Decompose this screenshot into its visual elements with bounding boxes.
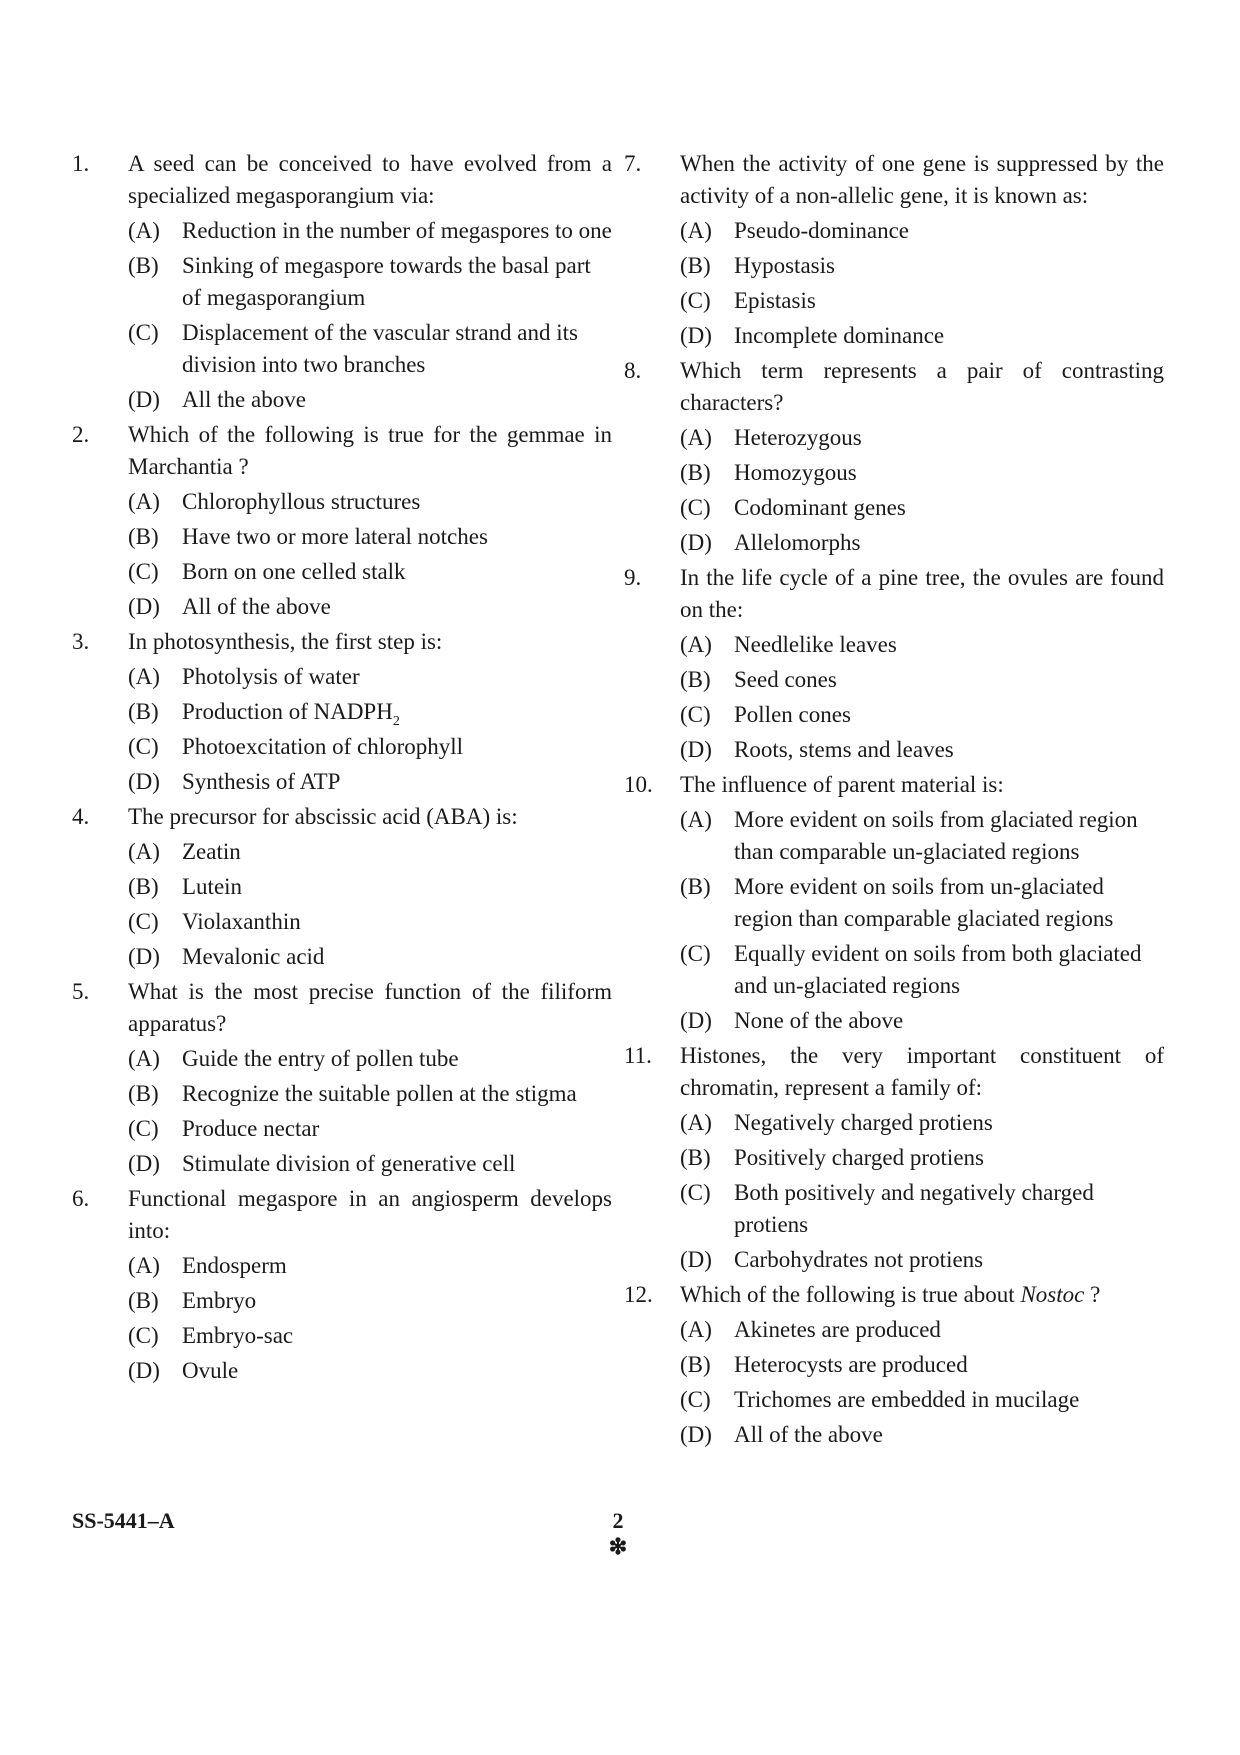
option-text <box>734 527 1164 559</box>
option-label: (A) <box>128 218 160 243</box>
answer-option <box>680 1384 1164 1416</box>
option-text <box>182 731 612 763</box>
answer-option <box>128 1250 612 1282</box>
option-text <box>734 250 1164 282</box>
option-text <box>182 1113 612 1145</box>
question-text-main: Which term represents a pair of contrasting characters? <box>680 358 1164 415</box>
answer-option <box>680 422 1164 454</box>
answer-option <box>128 384 612 416</box>
option-text-main: Lutein <box>182 874 243 899</box>
option-text-main: Zeatin <box>182 839 241 864</box>
option-text <box>182 1148 612 1180</box>
question-item <box>72 1183 612 1387</box>
paper-code: SS-5441–A <box>72 1508 175 1533</box>
answer-option <box>680 285 1164 317</box>
option-label: (C) <box>128 909 159 934</box>
option-label: (B) <box>680 460 711 485</box>
question-text-main: The influence of parent material is: <box>680 772 1004 797</box>
option-text <box>182 836 612 868</box>
answer-option <box>128 1148 612 1180</box>
option-label: (B) <box>128 1081 159 1106</box>
option-label: (C) <box>128 320 159 345</box>
option-label: (C) <box>128 1116 159 1141</box>
option-label: (D) <box>680 1247 712 1272</box>
option-label: (A) <box>680 1110 712 1135</box>
option-label: (D) <box>128 769 160 794</box>
question-text-main: In photosynthesis, the first step is: <box>128 629 443 654</box>
option-text-main: More evident on soils from un-glaciated region than comparable glaciated regions <box>734 874 1114 931</box>
answer-option <box>680 629 1164 661</box>
option-label: (C) <box>128 1323 159 1348</box>
answer-option <box>128 1355 612 1387</box>
question-item <box>72 626 612 798</box>
answer-option <box>128 1113 612 1145</box>
option-text-main: Embryo <box>182 1288 257 1313</box>
answer-option <box>128 486 612 518</box>
answer-option <box>680 871 1164 935</box>
option-text-main: None of the above <box>734 1008 904 1033</box>
option-label: (C) <box>680 1387 711 1412</box>
question-text <box>680 355 1164 419</box>
question-text-main: Histones, the very important constituent of chromatin, represent a family of: <box>680 1043 1164 1100</box>
option-text-main: Embryo-sac <box>182 1323 294 1348</box>
option-text <box>734 1384 1164 1416</box>
option-text-main: Pseudo-dominance <box>734 218 910 243</box>
option-text-main: Have two or more lateral notches <box>182 524 488 549</box>
option-text <box>734 1005 1164 1037</box>
option-text-main: Photoexcitation of chlorophyll <box>182 734 464 759</box>
option-text <box>182 1320 612 1352</box>
question-number: 4. <box>72 804 90 829</box>
question-column-left <box>72 148 612 1390</box>
option-text <box>182 1250 612 1282</box>
question-text <box>128 626 612 658</box>
question-text <box>128 419 612 483</box>
option-label: (B) <box>128 524 159 549</box>
option-text <box>182 1043 612 1075</box>
question-item <box>624 562 1164 766</box>
option-label: (A) <box>128 664 160 689</box>
option-text <box>182 486 612 518</box>
option-text <box>182 906 612 938</box>
option-label: (D) <box>680 1008 712 1033</box>
option-text-main: Ovule <box>182 1358 239 1383</box>
question-item <box>624 148 1164 352</box>
option-text <box>182 766 612 798</box>
answer-option <box>128 215 612 247</box>
option-text <box>734 699 1164 731</box>
answer-option <box>680 527 1164 559</box>
question-column-right <box>624 148 1164 1454</box>
option-text-main: Codominant genes <box>734 495 906 520</box>
option-text <box>734 1177 1164 1241</box>
question-number: 10. <box>624 772 653 797</box>
option-text-main: Displacement of the vascular strand and its division into two branches <box>182 320 578 377</box>
option-label: (D) <box>128 594 160 619</box>
option-label: (A) <box>680 1317 712 1342</box>
question-number: 1. <box>72 151 90 176</box>
option-text <box>734 320 1164 352</box>
question-text-main: Which of the following is true about <box>680 1282 1021 1307</box>
option-text <box>182 521 612 553</box>
answer-option <box>680 1107 1164 1139</box>
option-text-main: Pollen cones <box>734 702 851 727</box>
answer-option <box>128 836 612 868</box>
option-text <box>182 250 612 314</box>
option-label: (B) <box>680 1145 711 1170</box>
answer-option <box>680 734 1164 766</box>
option-label: (B) <box>128 253 159 278</box>
answer-option <box>128 696 612 728</box>
option-label: (D) <box>128 944 160 969</box>
option-label: (A) <box>680 632 712 657</box>
question-text <box>680 148 1164 212</box>
option-text <box>182 556 612 588</box>
option-text-main: Positively charged protiens <box>734 1145 984 1170</box>
option-text-main: Born on one celled stalk <box>182 559 406 584</box>
option-label: (A) <box>680 425 712 450</box>
option-label: (D) <box>680 323 712 348</box>
option-text <box>734 285 1164 317</box>
option-label: (A) <box>680 807 712 832</box>
option-text <box>734 215 1164 247</box>
option-label: (D) <box>680 530 712 555</box>
option-label: (A) <box>680 218 712 243</box>
answer-option <box>128 1320 612 1352</box>
answer-option <box>680 1349 1164 1381</box>
option-text <box>734 457 1164 489</box>
option-label: (A) <box>128 489 160 514</box>
option-text-main: Mevalonic acid <box>182 944 325 969</box>
option-label: (A) <box>128 839 160 864</box>
question-item <box>72 148 612 416</box>
answer-option <box>128 941 612 973</box>
option-text <box>182 871 612 903</box>
option-text <box>182 941 612 973</box>
option-text <box>734 664 1164 696</box>
answer-option <box>680 1419 1164 1451</box>
option-text <box>182 1355 612 1387</box>
option-label: (C) <box>680 941 711 966</box>
option-label: (A) <box>128 1253 160 1278</box>
option-text <box>182 1078 612 1110</box>
option-text <box>734 1142 1164 1174</box>
question-text <box>680 1279 1164 1311</box>
option-text <box>182 384 612 416</box>
option-label: (D) <box>680 1422 712 1447</box>
option-text-main: Violaxanthin <box>182 909 301 934</box>
option-label: (B) <box>128 874 159 899</box>
option-text-main: Heterozygous <box>734 425 862 450</box>
option-text-main: Endosperm <box>182 1253 287 1278</box>
answer-option <box>128 250 612 314</box>
answer-option <box>680 1142 1164 1174</box>
option-text <box>734 804 1164 868</box>
question-text <box>680 769 1164 801</box>
option-text-main: Allelomorphs <box>734 530 861 555</box>
answer-option <box>128 1043 612 1075</box>
question-item <box>624 1279 1164 1451</box>
option-text-main: Needlelike leaves <box>734 632 897 657</box>
option-text <box>182 696 612 728</box>
answer-option <box>680 492 1164 524</box>
footer-asterism-mark: ❇ <box>608 1534 628 1559</box>
option-text-main: Guide the entry of pollen tube <box>182 1046 459 1071</box>
question-item <box>72 419 612 623</box>
question-text <box>128 801 612 833</box>
question-number: 5. <box>72 979 90 1004</box>
answer-option <box>680 664 1164 696</box>
answer-option <box>128 521 612 553</box>
option-text <box>734 938 1164 1002</box>
option-label: (B) <box>680 253 711 278</box>
option-label: (B) <box>680 874 711 899</box>
answer-option <box>680 457 1164 489</box>
question-number: 7. <box>624 151 642 176</box>
option-text-main: Photolysis of water <box>182 664 360 689</box>
answer-option <box>128 1078 612 1110</box>
option-text <box>734 1419 1164 1451</box>
question-item <box>72 976 612 1180</box>
option-text-main: Both positively and negatively charged protiens <box>734 1180 1094 1237</box>
option-label: (D) <box>680 737 712 762</box>
option-text-main: Incomplete dominance <box>734 323 945 348</box>
question-number: 2. <box>72 422 90 447</box>
option-text <box>182 591 612 623</box>
answer-option <box>128 317 612 381</box>
question-number: 9. <box>624 565 642 590</box>
question-item <box>72 801 612 973</box>
question-text-main: A seed can be conceived to have evolved from a specialized megasporangium via: <box>128 151 612 208</box>
option-label: (B) <box>128 699 159 724</box>
option-text <box>734 1107 1164 1139</box>
option-label: (D) <box>128 1358 160 1383</box>
question-number: 11. <box>624 1043 652 1068</box>
option-text <box>734 734 1164 766</box>
answer-option <box>680 215 1164 247</box>
option-text-main: Heterocysts are produced <box>734 1352 968 1377</box>
option-text-main: More evident on soils from glaciated region than comparable un-glaciated regions <box>734 807 1138 864</box>
question-number: 6. <box>72 1186 90 1211</box>
option-text-main: Negatively charged protiens <box>734 1110 993 1135</box>
answer-option <box>680 1314 1164 1346</box>
option-text-main: Recognize the suitable pollen at the stigma <box>182 1081 577 1106</box>
option-label: (D) <box>128 387 160 412</box>
option-label: (C) <box>680 288 711 313</box>
question-text <box>128 976 612 1040</box>
option-text-main: Carbohydrates not protiens <box>734 1247 984 1272</box>
option-text-main: All the above <box>182 387 306 412</box>
answer-option <box>128 871 612 903</box>
option-label: (A) <box>128 1046 160 1071</box>
question-number: 12. <box>624 1282 653 1307</box>
answer-option <box>680 1177 1164 1241</box>
answer-option <box>128 661 612 693</box>
option-text-main: Roots, stems and leaves <box>734 737 954 762</box>
option-text <box>734 1349 1164 1381</box>
option-text-main: Seed cones <box>734 667 837 692</box>
option-text-main: Synthesis of ATP <box>182 769 341 794</box>
option-label: (D) <box>128 1151 160 1176</box>
option-label: (C) <box>680 702 711 727</box>
answer-option <box>680 804 1164 868</box>
option-label: (B) <box>680 667 711 692</box>
answer-option <box>680 250 1164 282</box>
answer-option <box>128 906 612 938</box>
option-text-main: All of the above <box>182 594 331 619</box>
answer-option <box>128 766 612 798</box>
page-number: 2 <box>612 1508 624 1533</box>
question-item <box>624 1040 1164 1276</box>
option-label: (C) <box>128 734 159 759</box>
answer-option <box>680 699 1164 731</box>
option-text-main: Trichomes are embedded in mucilage <box>734 1387 1080 1412</box>
question-item <box>624 355 1164 559</box>
option-text-main: Homozygous <box>734 460 857 485</box>
option-label: (B) <box>128 1288 159 1313</box>
option-text <box>734 871 1164 935</box>
answer-option <box>128 731 612 763</box>
option-text <box>182 1285 612 1317</box>
answer-option <box>128 591 612 623</box>
answer-option <box>128 556 612 588</box>
answer-option <box>680 1244 1164 1276</box>
option-text <box>734 629 1164 661</box>
option-subscript: 2 <box>392 714 400 729</box>
option-text-main: Equally evident on soils from both glaciated and un-glaciated regions <box>734 941 1142 998</box>
answer-option <box>680 1005 1164 1037</box>
option-text-main: All of the above <box>734 1422 883 1447</box>
option-text-main: Produce nectar <box>182 1116 320 1141</box>
question-text <box>680 562 1164 626</box>
option-label: (C) <box>680 495 711 520</box>
question-text-tail: ? <box>1084 1282 1101 1307</box>
option-text-main: Epistasis <box>734 288 816 313</box>
question-text-main: Which of the following is true for the gemmae in Marchantia ? <box>128 422 612 479</box>
option-text-main: Production of NADPH <box>182 699 393 724</box>
option-text-main: Akinetes are produced <box>734 1317 941 1342</box>
question-text-main: When the activity of one gene is suppressed by the activity of a non-allelic gene, it is known as: <box>680 151 1164 208</box>
answer-option <box>680 938 1164 1002</box>
question-text-main: The precursor for abscissic acid (ABA) is: <box>128 804 518 829</box>
answer-option <box>680 320 1164 352</box>
option-text <box>734 492 1164 524</box>
option-text <box>182 215 612 247</box>
question-text <box>128 1183 612 1247</box>
option-text <box>734 1244 1164 1276</box>
option-label: (C) <box>128 559 159 584</box>
question-text <box>680 1040 1164 1104</box>
option-text <box>734 1314 1164 1346</box>
option-text <box>182 661 612 693</box>
option-text <box>182 317 612 381</box>
answer-option <box>128 1285 612 1317</box>
option-text-main: Sinking of megaspore towards the basal part of megasporangium <box>182 253 591 310</box>
question-number: 8. <box>624 358 642 383</box>
option-text-main: Reduction in the number of megaspores to one <box>182 218 612 243</box>
question-number: 3. <box>72 629 90 654</box>
question-text <box>128 148 612 212</box>
option-label: (C) <box>680 1180 711 1205</box>
option-label: (B) <box>680 1352 711 1377</box>
option-text <box>734 422 1164 454</box>
question-text-main: What is the most precise function of the filiform apparatus? <box>128 979 612 1036</box>
question-item <box>624 769 1164 1037</box>
option-text-main: Hypostasis <box>734 253 835 278</box>
question-text-italic-term: Nostoc <box>1020 1282 1085 1307</box>
question-text-main: In the life cycle of a pine tree, the ovules are found on the: <box>680 565 1164 622</box>
option-text-main: Chlorophyllous structures <box>182 489 421 514</box>
option-text-main: Stimulate division of generative cell <box>182 1151 516 1176</box>
question-text-main: Functional megaspore in an angiosperm develops into: <box>128 1186 612 1243</box>
